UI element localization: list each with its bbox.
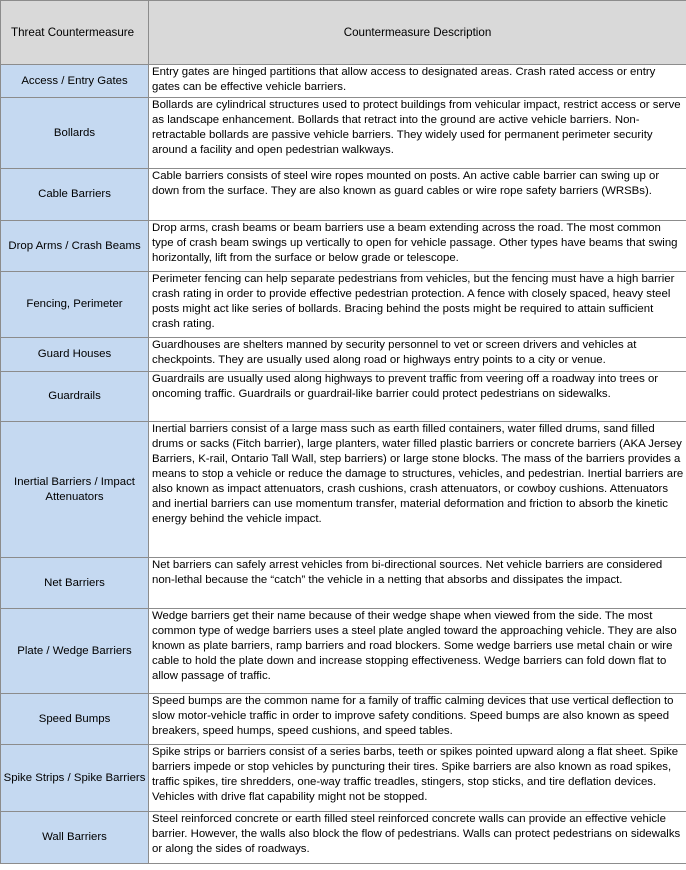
countermeasure-name: Guardrails bbox=[1, 372, 149, 422]
countermeasure-description: Inertial barriers consist of a large mass such as earth filled containers, water filled drums, sand filled drums or sacks (Fitch barrier), large planters, water filled plastic barriers or concrete barriers (AKA Jersey Barriers, K-rail, Ontario Tall Wall, step barriers) or large stone blocks. The mass of the barriers provides a means to stop a vehicle or reduce the damage to structures, vehicles, and pedestrian. Inertial barriers are also known as impact attenuators, crash cushions, crash attenuators, or cowboy cushions. Attenuators and inertial barriers can use momentum transfer, material deformation and friction to absorb the kinetic energy behind the vehicle impact. bbox=[149, 422, 686, 558]
countermeasure-description: Speed bumps are the common name for a family of traffic calming devices that use vertical deflection to slow motor-vehicle traffic in order to improve safety conditions. Speed bumps are also known as speed breakers, speed humps, speed cushions, and speed tables. bbox=[149, 694, 686, 745]
countermeasure-description: Spike strips or barriers consist of a series barbs, teeth or spikes pointed upward along a flat sheet. Spike barriers impede or stop vehicles by puncturing their tires. Spike barriers are also known as road spikes, traffic spikes, tire shredders, one-way traffic treadles, stingers, stop sticks, and tire deflation devices. Vehicles with drive flat capability might not be stopped. bbox=[149, 745, 686, 812]
table-row bbox=[1, 422, 686, 558]
countermeasure-name: Wall Barriers bbox=[1, 812, 149, 864]
countermeasure-description: Steel reinforced concrete or earth filled steel reinforced concrete walls can provide an effective vehicle barrier. However, the walls also block the flow of pedestrians. Walls can protect pedestrians on sidewalks or along the sides of roadways. bbox=[149, 812, 686, 864]
table-row bbox=[1, 609, 686, 694]
table-row bbox=[1, 98, 686, 169]
table-row bbox=[1, 338, 686, 372]
table-row bbox=[1, 558, 686, 609]
countermeasure-name: Speed Bumps bbox=[1, 694, 149, 745]
table-row bbox=[1, 745, 686, 812]
countermeasure-name: Bollards bbox=[1, 98, 149, 169]
countermeasure-description: Guardrails are usually used along highways to prevent traffic from veering off a roadway into trees or oncoming traffic. Guardrails or guardrail-like barrier could protect pedestrians on sidewalks. bbox=[149, 372, 686, 422]
table-row bbox=[1, 65, 686, 98]
countermeasure-name: Plate / Wedge Barriers bbox=[1, 609, 149, 694]
countermeasure-name: Fencing, Perimeter bbox=[1, 272, 149, 338]
table-row bbox=[1, 812, 686, 864]
countermeasure-description: Drop arms, crash beams or beam barriers use a beam extending across the road. The most common type of crash beam swings up vertically to open for vehicle passage. Other types have beams that swing horizontally, lift from the surface or below grade or telescope. bbox=[149, 221, 686, 272]
table-row bbox=[1, 272, 686, 338]
countermeasure-description: Cable barriers consists of steel wire ropes mounted on posts. An active cable barrier can swing up or down from the surface. They are also known as guard cables or wire rope safety barriers (WRSBs). bbox=[149, 169, 686, 221]
countermeasure-description: Bollards are cylindrical structures used to protect buildings from vehicular impact, restrict access or serve as landscape enhancement. Bollards that retract into the ground are active vehicle barriers. Non-retractable bollards are passive vehicle barriers. They widely used for permanent perimeter security around a facility and open pedestrian walkways. bbox=[149, 98, 686, 169]
countermeasure-description: Net barriers can safely arrest vehicles from bi-directional sources. Net vehicle barriers are considered non-lethal because the “catch” the vehicle in a netting that absorbs and dissipates the impact. bbox=[149, 558, 686, 609]
countermeasure-name: Cable Barriers bbox=[1, 169, 149, 221]
countermeasure-description: Perimeter fencing can help separate pedestrians from vehicles, but the fencing must have a high barrier crash rating in order to provide effective pedestrian protection. A fence with closely spaced, heavy steel posts might act like series of bollards. Bracing behind the posts might be required to attain sufficient crash rating. bbox=[149, 272, 686, 338]
countermeasure-name: Access / Entry Gates bbox=[1, 65, 149, 98]
countermeasure-name: Inertial Barriers / Impact Attenuators bbox=[1, 422, 149, 558]
countermeasure-name: Drop Arms / Crash Beams bbox=[1, 221, 149, 272]
countermeasure-name: Net Barriers bbox=[1, 558, 149, 609]
table-row bbox=[1, 372, 686, 422]
header-countermeasure-description: Countermeasure Description bbox=[149, 1, 686, 65]
header-row bbox=[1, 1, 686, 65]
table-row bbox=[1, 694, 686, 745]
table-row bbox=[1, 221, 686, 272]
countermeasure-description: Guardhouses are shelters manned by security personnel to vet or screen drivers and vehicles at checkpoints. They are usually used along road or highways entry points to a city or venue. bbox=[149, 338, 686, 372]
table-row bbox=[1, 169, 686, 221]
countermeasure-name: Spike Strips / Spike Barriers bbox=[1, 745, 149, 812]
countermeasure-description: Wedge barriers get their name because of their wedge shape when viewed from the side. The most common type of wedge barriers uses a steel plate angled toward the approaching vehicle. They are also known as plate barriers, ramp barriers and road blockers. Some wedge barriers use metal chain or wire cable to hold the plate down and increase stopping effectiveness. Wedge barriers can fold down flat to allow passage of traffic. bbox=[149, 609, 686, 694]
header-threat-countermeasure: Threat Countermeasure bbox=[1, 1, 149, 65]
countermeasure-name: Guard Houses bbox=[1, 338, 149, 372]
countermeasure-description: Entry gates are hinged partitions that allow access to designated areas. Crash rated access or entry gates can be effective vehicle barriers. bbox=[149, 65, 686, 98]
